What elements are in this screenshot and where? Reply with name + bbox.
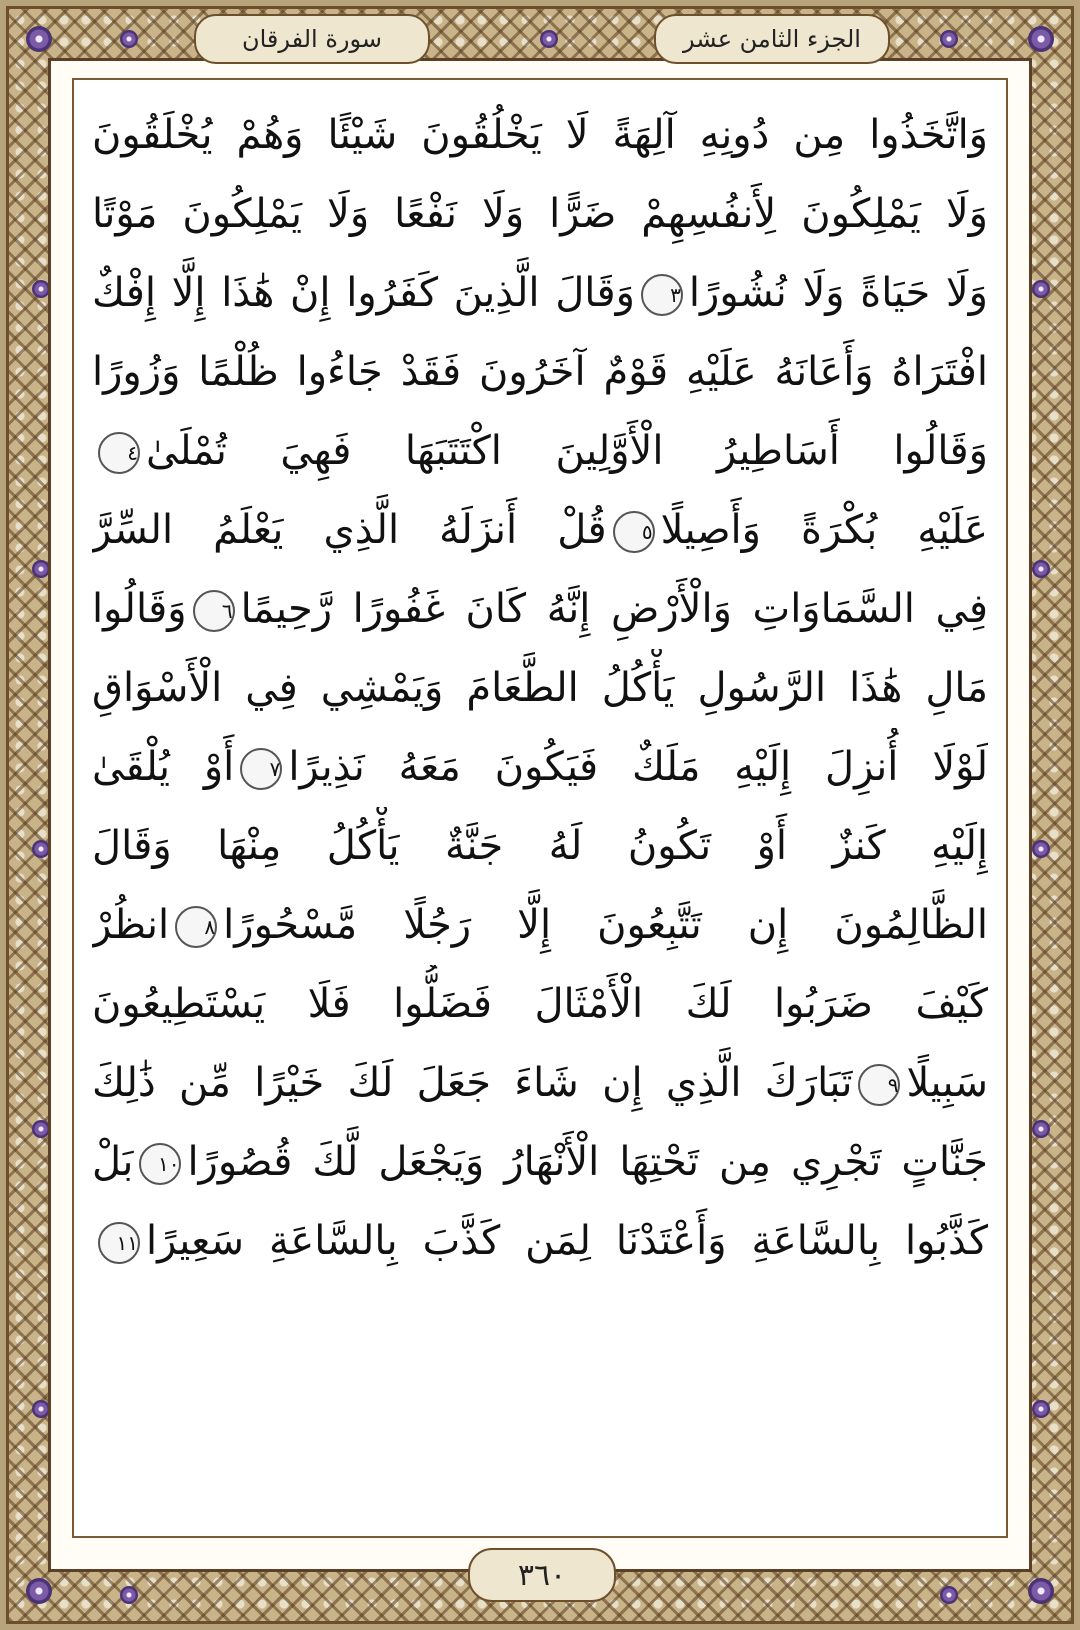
verse-line	[92, 570, 988, 649]
verse-text: وَقَالُوا أَسَاطِيرُ الْأَوَّلِينَ اكْتَتَبَهَا فَهِيَ تُمْلَىٰ	[146, 428, 988, 474]
flower-ornament-icon	[1028, 1578, 1054, 1604]
flower-ornament-icon	[1032, 1400, 1050, 1418]
verse-text: افْتَرَاهُ وَأَعَانَهُ عَلَيْهِ قَوْمٌ آخَرُونَ فَقَدْ جَاءُوا ظُلْمًا وَزُورًا	[92, 349, 988, 395]
verse-text: مَالِ هَٰذَا الرَّسُولِ يَأْكُلُ الطَّعَامَ وَيَمْشِي فِي الْأَسْوَاقِ	[92, 665, 988, 711]
flower-ornament-icon	[1032, 1120, 1050, 1138]
verse-line	[92, 175, 988, 254]
verse-text: وَاتَّخَذُوا مِن دُونِهِ آلِهَةً لَا يَخْلُقُونَ شَيْئًا وَهُمْ يُخْلَقُونَ	[92, 112, 988, 158]
flower-ornament-icon	[120, 30, 138, 48]
verse-line	[92, 807, 988, 886]
flower-ornament-icon	[1032, 560, 1050, 578]
verse-line	[92, 412, 988, 491]
verse-text: بَلْ	[92, 1139, 134, 1185]
ayah-number-marker: ٦	[193, 590, 235, 632]
ayah-number-marker: ٥	[613, 511, 655, 553]
verse-line	[92, 1123, 988, 1202]
flower-ornament-icon	[540, 30, 558, 48]
verse-line	[92, 1044, 988, 1123]
verse-text: وَقَالَ الَّذِينَ كَفَرُوا إِنْ هَٰذَا إِلَّا إِفْكٌ	[92, 270, 635, 316]
verse-text: انظُرْ	[92, 902, 170, 948]
page-number: ٣٦٠	[517, 1557, 567, 1593]
juz-label: الجزء الثامن عشر	[683, 25, 861, 53]
verse-text: أَوْ يُلْقَىٰ	[92, 744, 235, 790]
surah-label: سورة الفرقان	[241, 25, 383, 53]
verse-text: الظَّالِمُونَ إِن تَتَّبِعُونَ إِلَّا رَجُلًا مَّسْحُورًا	[223, 902, 988, 948]
page-number-box	[468, 1548, 616, 1602]
ayah-number-marker: ٨	[175, 906, 217, 948]
verse-text: قُلْ أَنزَلَهُ الَّذِي يَعْلَمُ السِّرَّ	[92, 507, 607, 553]
surah-header	[194, 14, 430, 64]
ayah-number-marker: ٤	[98, 432, 140, 474]
flower-ornament-icon	[1032, 280, 1050, 298]
verse-line	[92, 649, 988, 728]
verse-line	[92, 1202, 988, 1281]
verse-text: إِلَيْهِ كَنزٌ أَوْ تَكُونُ لَهُ جَنَّةٌ يَأْكُلُ مِنْهَا وَقَالَ	[92, 823, 988, 869]
verse-lines	[92, 96, 988, 1281]
verse-text: جَنَّاتٍ تَجْرِي مِن تَحْتِهَا الْأَنْهَارُ وَيَجْعَل لَّكَ قُصُورًا	[187, 1139, 988, 1185]
verse-line	[92, 728, 988, 807]
verse-text: عَلَيْهِ بُكْرَةً وَأَصِيلًا	[660, 507, 988, 553]
flower-ornament-icon	[1032, 840, 1050, 858]
ayah-number-marker: ١١	[98, 1222, 140, 1264]
verse-line	[92, 254, 988, 333]
verse-text: لَوْلَا أُنزِلَ إِلَيْهِ مَلَكٌ فَيَكُونَ مَعَهُ نَذِيرًا	[288, 744, 988, 790]
verse-line	[92, 965, 988, 1044]
verse-text: وَلَا حَيَاةً وَلَا نُشُورًا	[688, 270, 988, 316]
flower-ornament-icon	[26, 1578, 52, 1604]
flower-ornament-icon	[26, 26, 52, 52]
verse-text: وَقَالُوا	[92, 586, 187, 632]
verse-text: سَبِيلًا	[906, 1060, 988, 1106]
verse-text: وَلَا يَمْلِكُونَ لِأَنفُسِهِمْ ضَرًّا وَلَا نَفْعًا وَلَا يَمْلِكُونَ مَوْتًا	[92, 191, 988, 237]
juz-header	[654, 14, 890, 64]
ayah-number-marker: ١٠	[139, 1143, 181, 1185]
flower-ornament-icon	[940, 30, 958, 48]
ayah-number-marker: ٧	[240, 748, 282, 790]
ayah-number-marker: ٩	[858, 1064, 900, 1106]
verse-text: كَذَّبُوا بِالسَّاعَةِ وَأَعْتَدْنَا لِمَن كَذَّبَ بِالسَّاعَةِ سَعِيرًا	[146, 1218, 988, 1264]
verse-text: فِي السَّمَاوَاتِ وَالْأَرْضِ إِنَّهُ كَانَ غَفُورًا رَّحِيمًا	[240, 586, 988, 632]
verse-text: كَيْفَ ضَرَبُوا لَكَ الْأَمْثَالَ فَضَلُّوا فَلَا يَسْتَطِيعُونَ	[92, 981, 988, 1027]
verse-line	[92, 333, 988, 412]
flower-ornament-icon	[940, 1586, 958, 1604]
verse-text: تَبَارَكَ الَّذِي إِن شَاءَ جَعَلَ لَكَ خَيْرًا مِّن ذَٰلِكَ	[92, 1060, 853, 1106]
flower-ornament-icon	[1028, 26, 1054, 52]
verse-line	[92, 886, 988, 965]
verse-line	[92, 491, 988, 570]
ayah-number-marker: ٣	[641, 274, 683, 316]
verse-line	[92, 96, 988, 175]
flower-ornament-icon	[120, 1586, 138, 1604]
